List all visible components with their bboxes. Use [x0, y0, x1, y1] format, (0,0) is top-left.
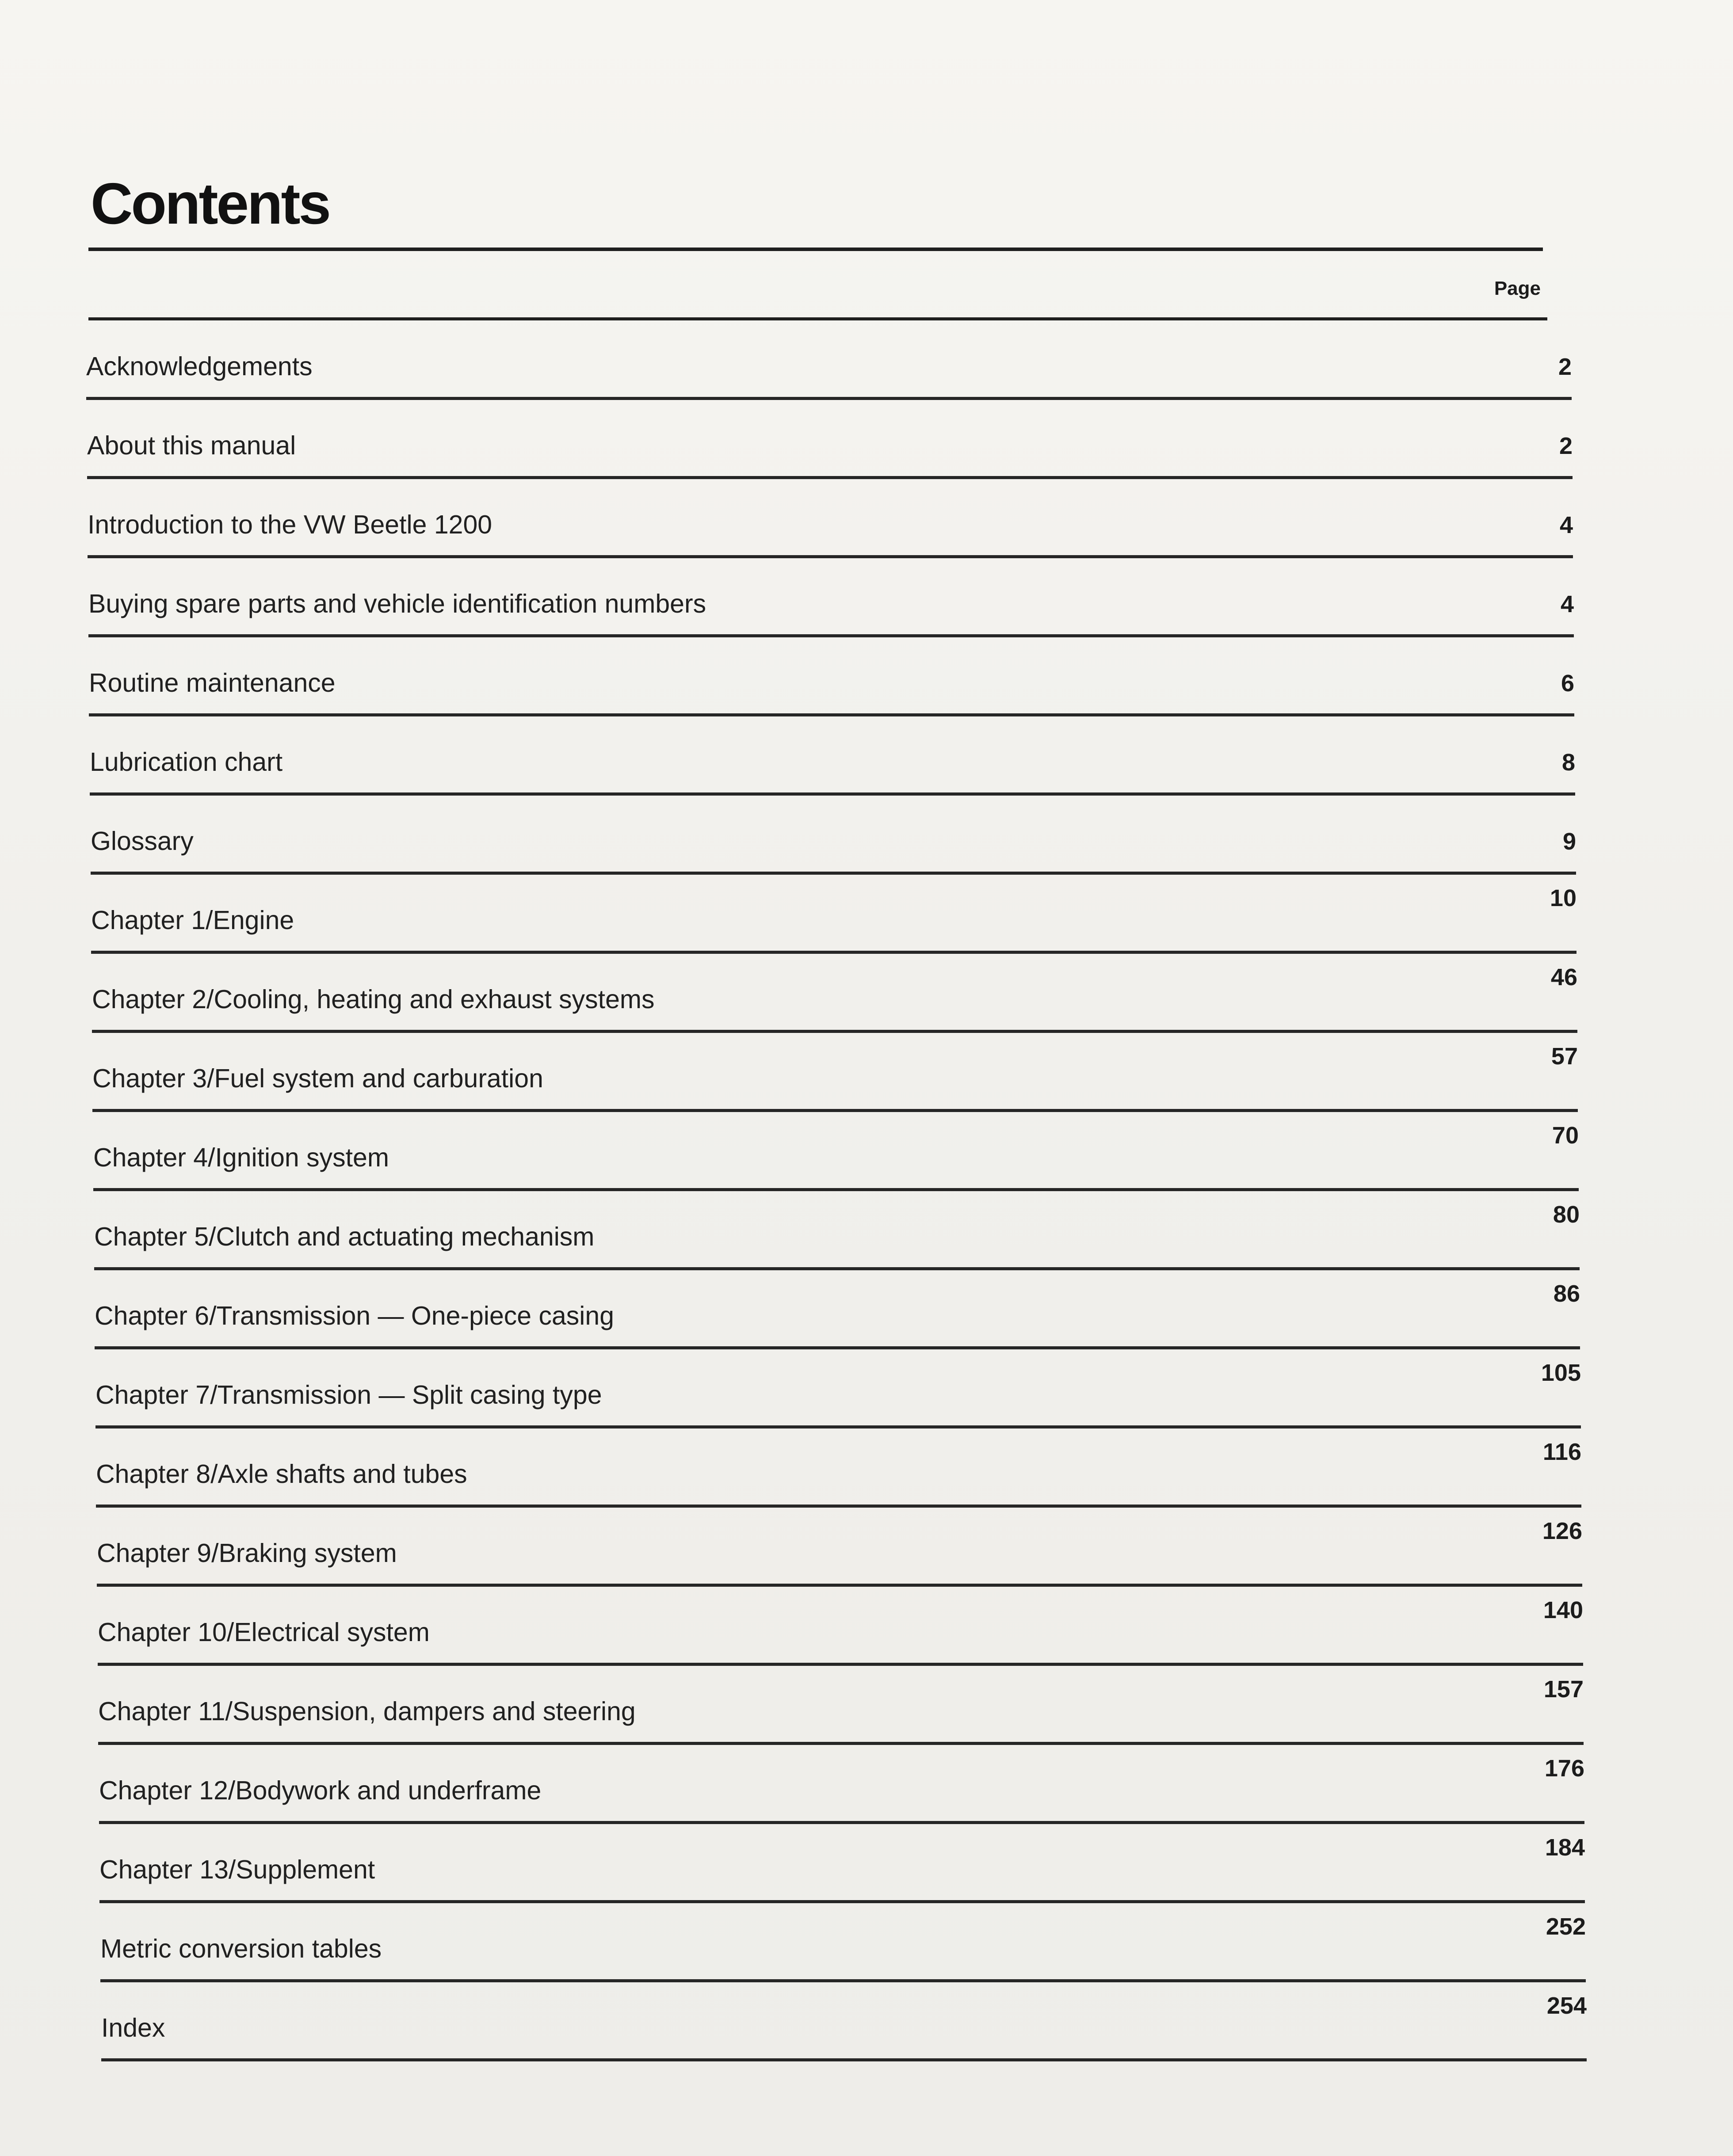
toc-entry-page-number: 70: [1552, 1122, 1579, 1149]
toc-entry-page-number: 2: [1559, 433, 1573, 459]
toc-entry-page-number: 9: [1562, 828, 1576, 855]
toc-entry-label: Chapter 3/Fuel system and carburation: [92, 1064, 543, 1093]
toc-entry: [94, 1191, 1580, 1270]
toc-entry-page-number: 80: [1553, 1201, 1580, 1228]
toc-entry: [88, 479, 1573, 558]
toc-entry-page-number: 254: [1546, 1992, 1587, 2019]
toc-entry: [98, 1586, 1583, 1666]
toc-entry: [100, 1903, 1586, 1982]
toc-entry-page-number: 252: [1546, 1913, 1586, 1940]
toc-entry: [101, 1982, 1587, 2061]
toc-entry: [99, 1824, 1585, 1903]
toc-entry-page-number: 157: [1543, 1676, 1584, 1703]
toc-entry: [93, 1112, 1579, 1191]
toc-entry-label: Index: [101, 2013, 165, 2042]
toc-entry-page-number: 176: [1544, 1755, 1584, 1782]
toc-entry-page-number: 10: [1550, 885, 1576, 911]
toc-entry-page-number: 116: [1542, 1439, 1581, 1465]
toc-entry-page-number: 2: [1558, 354, 1572, 380]
toc-entry-label: Chapter 10/Electrical system: [98, 1618, 430, 1647]
toc-entry: [91, 874, 1576, 954]
toc-entry-label: Chapter 12/Bodywork and underframe: [99, 1776, 542, 1805]
toc-entry-label: Chapter 11/Suspension, dampers and steering: [98, 1697, 636, 1726]
toc-entry: [95, 1270, 1580, 1349]
toc-entry-label: About this manual: [87, 431, 296, 460]
toc-entry-label: Chapter 13/Supplement: [99, 1855, 375, 1884]
toc-entry: [92, 953, 1577, 1033]
toc-entry-label: Buying spare parts and vehicle identification numbers: [88, 589, 706, 618]
toc-entry: [98, 1665, 1584, 1745]
toc-entry-label: Chapter 7/Transmission — Split casing type: [95, 1380, 602, 1409]
toc-entry: [99, 1745, 1584, 1824]
toc-entry-label: Acknowledgements: [86, 352, 313, 381]
toc-entry-label: Metric conversion tables: [100, 1934, 382, 1963]
toc-entry-page-number: 184: [1545, 1834, 1585, 1861]
toc-entry-label: Chapter 1/Engine: [91, 906, 294, 935]
toc-entry-label: Chapter 4/Ignition system: [93, 1143, 389, 1172]
toc-entry: [87, 400, 1573, 479]
toc-entry: [89, 637, 1574, 716]
toc-entry: [96, 1428, 1581, 1508]
toc-entry-rule: [101, 2058, 1587, 2061]
toc-entry: [86, 320, 1572, 400]
toc-entry-page-number: 8: [1561, 749, 1575, 776]
toc-entry-label: Chapter 9/Braking system: [97, 1539, 397, 1568]
page-column-heading: Page: [1494, 278, 1541, 299]
toc-entry-label: Chapter 6/Transmission — One-piece casing: [95, 1301, 615, 1330]
toc-entry-page-number: 105: [1541, 1360, 1581, 1386]
toc-entry-label: Routine maintenance: [89, 668, 336, 697]
toc-entry: [92, 1032, 1578, 1112]
toc-entry: [95, 1349, 1581, 1428]
toc-entry: [91, 795, 1576, 875]
toc-entry-label: Lubrication chart: [90, 747, 283, 777]
toc-entry-label: Chapter 8/Axle shafts and tubes: [96, 1459, 467, 1489]
toc-entry-label: Glossary: [91, 827, 194, 856]
toc-entry: [90, 716, 1575, 796]
toc-entry-label: Chapter 2/Cooling, heating and exhaust systems: [92, 985, 655, 1014]
toc-entry-page-number: 4: [1560, 591, 1574, 617]
toc-entry-page-number: 140: [1543, 1597, 1583, 1623]
toc-entry-page-number: 4: [1559, 512, 1573, 538]
toc-entry-page-number: 46: [1550, 964, 1577, 990]
page-title: Contents: [91, 171, 329, 236]
toc-entry: [97, 1507, 1582, 1587]
toc-entry-label: Introduction to the VW Beetle 1200: [88, 510, 492, 539]
toc-entry-page-number: 57: [1551, 1043, 1578, 1070]
toc-entry: [88, 558, 1574, 637]
toc-entry-label: Chapter 5/Clutch and actuating mechanism: [94, 1222, 595, 1251]
toc-entry-page-number: 86: [1553, 1280, 1580, 1307]
toc-entry-page-number: 126: [1542, 1518, 1582, 1544]
toc-entry-page-number: 6: [1561, 670, 1574, 697]
